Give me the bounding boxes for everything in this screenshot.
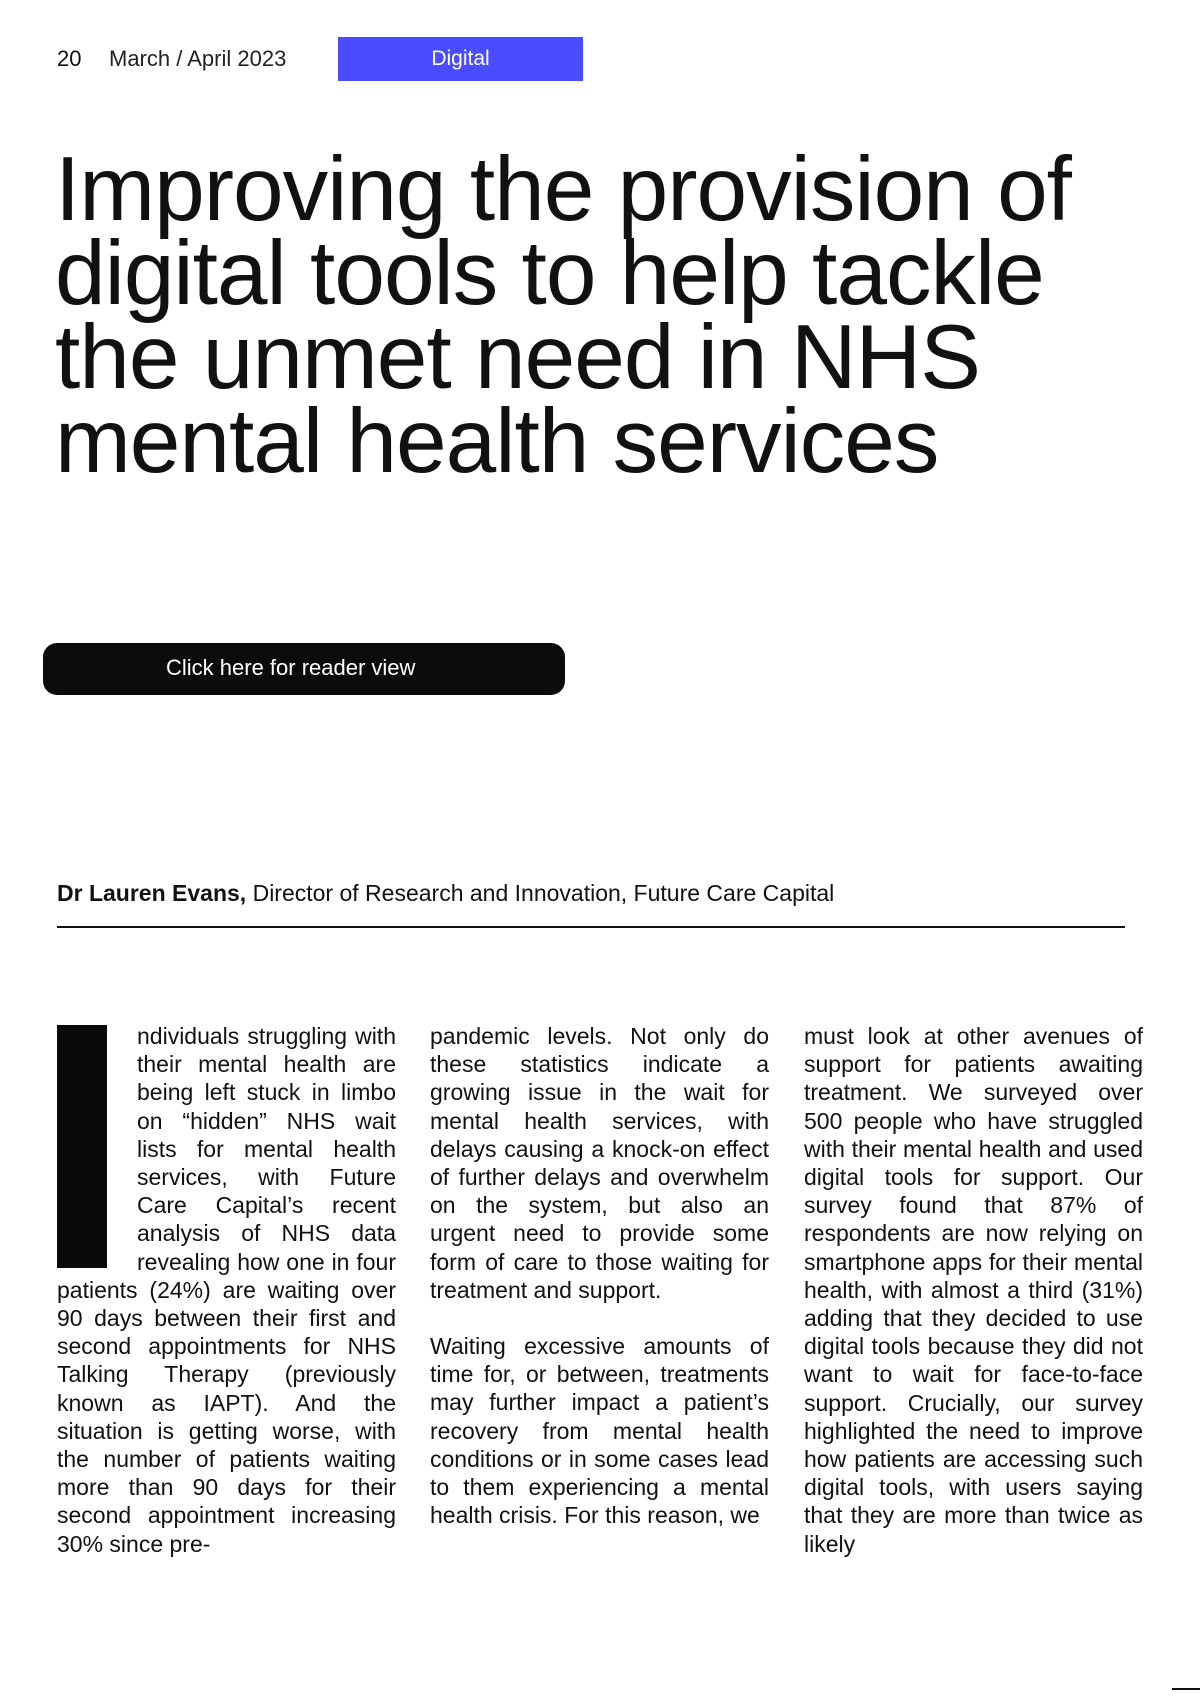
reader-view-button[interactable]	[43, 643, 565, 695]
byline	[57, 880, 1127, 907]
article-headline: Improving the provision of digital tools to help tackle the unmet need in NHS mental health services	[55, 139, 1071, 492]
paragraph: ndividuals struggling with their mental health are being left stuck in limbo on “hidden” NHS wait lists for mental health services, with Future Care Capital’s recent analysis of NHS data revealing how one in four patients (24%) are waiting over 90 days between their first and second appointments for NHS Talking Therapy (previously known as IAPT). And the situation is getting worse, with the number of patients waiting more than 90 days for their second appointment increasing 30% since pre-	[57, 1023, 396, 1557]
paragraph: pandemic levels. Not only do these statistics indicate a growing issue in the wait for mental health services, with delays causing a knock-on effect of further delays and overwhelm on the system, but also an urgent need to provide some form of care to those waiting for treatment and support.	[430, 1023, 769, 1303]
byline-divider	[57, 926, 1125, 928]
article-column-2	[430, 1022, 769, 1529]
page-corner-mark	[1172, 1688, 1200, 1690]
article-column-3	[804, 1022, 1143, 1558]
drop-cap	[57, 1025, 107, 1268]
reader-view-button-label: Click here for reader view	[166, 655, 416, 680]
section-tag: Digital	[338, 37, 583, 81]
page-number: 20	[57, 46, 82, 71]
article-column-1	[57, 1022, 396, 1558]
issue-date: March / April 2023	[109, 46, 287, 71]
author-name: Dr Lauren Evans,	[57, 880, 247, 906]
author-role: Director of Research and Innovation, Future Care Capital	[252, 880, 835, 906]
paragraph: must look at other avenues of support for patients awaiting treatment. We surveyed over 500 people who have struggled with their mental health and used digital tools for support. Our survey found that 87% of respondents are now relying on smartphone apps for their mental health, with almost a third (31%) adding that they decided to use digital tools because they did not want to wait for face-to-face support. Crucially, our survey highlighted the need to improve how patients are accessing such digital tools, with users saying that they are more than twice as likely	[804, 1023, 1143, 1557]
paragraph: Waiting excessive amounts of time for, or between, treatments may further impact a patient’s recovery from mental health conditions or in some cases lead to them experiencing a mental health crisis. For this reason, we	[430, 1333, 769, 1529]
